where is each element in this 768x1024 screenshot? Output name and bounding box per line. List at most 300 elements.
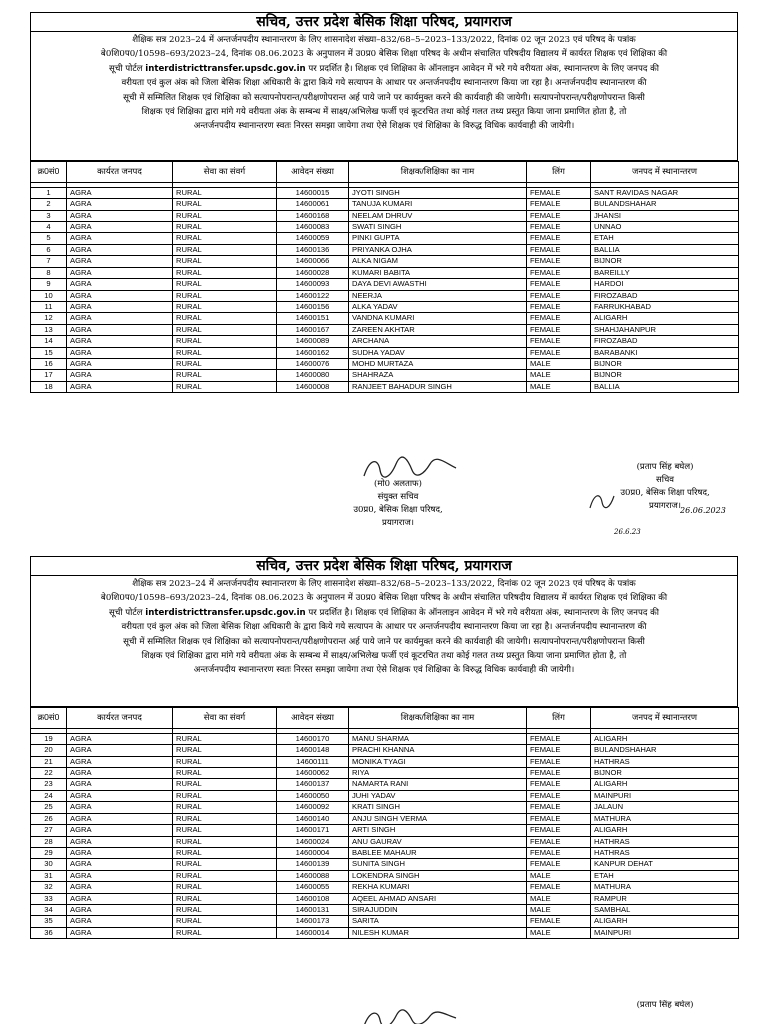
teacher-name-cell: PINKI GUPTA bbox=[349, 233, 527, 244]
serial-cell: 6 bbox=[31, 244, 67, 255]
working-district-cell: AGRA bbox=[67, 859, 173, 870]
gender-cell: MALE bbox=[527, 370, 591, 381]
serial-cell: 33 bbox=[31, 893, 67, 904]
application-no-cell: 14600162 bbox=[277, 347, 349, 358]
application-no-cell: 14600137 bbox=[277, 779, 349, 790]
serial-cell: 14 bbox=[31, 336, 67, 347]
service-cadre-cell: RURAL bbox=[173, 859, 277, 870]
application-no-cell: 14600050 bbox=[277, 790, 349, 801]
service-cadre-cell: RURAL bbox=[173, 358, 277, 369]
working-district-cell: AGRA bbox=[67, 256, 173, 267]
application-no-cell: 14600059 bbox=[277, 233, 349, 244]
table-row bbox=[31, 756, 739, 767]
working-district-cell: AGRA bbox=[67, 745, 173, 756]
application-no-cell: 14600170 bbox=[277, 733, 349, 744]
transfer-district-cell: FARRUKHABAD bbox=[591, 301, 739, 312]
notice-line-4: वरीयता एवं कुल अंक को जिला बेसिक शिक्षा अधिकारी के द्वारा किये गये सत्यापन के आधार पर अन्तर्जनपदीय स्थानान्तरण किया जा रहा है। अन्तर्जनपदीय स्थानान्तरण की bbox=[121, 622, 647, 633]
working-district-cell: AGRA bbox=[67, 813, 173, 824]
table-row bbox=[31, 313, 739, 324]
table-row bbox=[31, 370, 739, 381]
serial-cell: 8 bbox=[31, 267, 67, 278]
portal-link: interdistricttransfer.upsdc.gov.in bbox=[145, 63, 306, 74]
service-cadre-cell: RURAL bbox=[173, 199, 277, 210]
gender-cell: FEMALE bbox=[527, 836, 591, 847]
table-row bbox=[31, 836, 739, 847]
application-no-cell: 14600008 bbox=[277, 381, 349, 392]
working-district-cell: AGRA bbox=[67, 244, 173, 255]
table-row bbox=[31, 256, 739, 267]
service-cadre-cell: RURAL bbox=[173, 893, 277, 904]
transfer-table-1 bbox=[30, 161, 739, 393]
service-cadre-cell: RURAL bbox=[173, 210, 277, 221]
table-row bbox=[31, 324, 739, 335]
transfer-district-cell: BULANDSHAHAR bbox=[591, 745, 739, 756]
gender-cell: FEMALE bbox=[527, 813, 591, 824]
working-district-cell: AGRA bbox=[67, 870, 173, 881]
transfer-district-cell: BARABANKI bbox=[591, 347, 739, 358]
signature-block-1 bbox=[30, 452, 738, 552]
service-cadre-cell: RURAL bbox=[173, 802, 277, 813]
teacher-name-cell: KUMARI BABITA bbox=[349, 267, 527, 278]
transfer-table-2 bbox=[30, 707, 739, 939]
transfer-district-cell: HATHRAS bbox=[591, 836, 739, 847]
table-row bbox=[31, 916, 739, 927]
service-cadre-cell: RURAL bbox=[173, 825, 277, 836]
transfer-district-cell: MATHURA bbox=[591, 813, 739, 824]
teacher-name-cell: DAYA DEVI AWASTHI bbox=[349, 279, 527, 290]
notice-line-3: सूची पोर्टल interdistricttransfer.upsdc.gov.in पर प्रदर्शित है। शिक्षक एवं शिक्षिका के ऑनलाइन आवेदन में भरे गये वरीयता अंक, स्थानान्तरण के लिए जनपद की bbox=[109, 607, 659, 618]
working-district-cell: AGRA bbox=[67, 882, 173, 893]
notice-line-4: वरीयता एवं कुल अंक को जिला बेसिक शिक्षा अधिकारी के द्वारा किये गये सत्यापन के आधार पर अन्तर्जनपदीय स्थानान्तरण किया जा रहा है। अन्तर्जनपदीय स्थानान्तरण की bbox=[121, 78, 647, 89]
handwritten-date-1: 26.6.23 bbox=[614, 528, 641, 536]
application-no-cell: 14600080 bbox=[277, 370, 349, 381]
table-row bbox=[31, 233, 739, 244]
col-working-district: कार्यरत जनपद bbox=[67, 707, 173, 728]
transfer-list-section-2 bbox=[30, 556, 738, 939]
col-serial: क्र0सं0 bbox=[31, 161, 67, 182]
gender-cell: FEMALE bbox=[527, 756, 591, 767]
gender-cell: FEMALE bbox=[527, 336, 591, 347]
service-cadre-cell: RURAL bbox=[173, 733, 277, 744]
table-row bbox=[31, 768, 739, 779]
transfer-district-cell: HARDOI bbox=[591, 279, 739, 290]
working-district-cell: AGRA bbox=[67, 825, 173, 836]
serial-cell: 26 bbox=[31, 813, 67, 824]
working-district-cell: AGRA bbox=[67, 847, 173, 858]
teacher-name-cell: MANU SHARMA bbox=[349, 733, 527, 744]
application-no-cell: 14600173 bbox=[277, 916, 349, 927]
teacher-name-cell: SIRAJUDDIN bbox=[349, 904, 527, 915]
teacher-name-cell: BABLEE MAHAUR bbox=[349, 847, 527, 858]
table-row bbox=[31, 381, 739, 392]
teacher-name-cell: SUNITA SINGH bbox=[349, 859, 527, 870]
gender-cell: FEMALE bbox=[527, 256, 591, 267]
service-cadre-cell: RURAL bbox=[173, 870, 277, 881]
gender-cell: MALE bbox=[527, 927, 591, 938]
serial-cell: 4 bbox=[31, 222, 67, 233]
service-cadre-cell: RURAL bbox=[173, 187, 277, 198]
transfer-district-cell: BIJNOR bbox=[591, 768, 739, 779]
gender-cell: FEMALE bbox=[527, 324, 591, 335]
serial-cell: 19 bbox=[31, 733, 67, 744]
gender-cell: FEMALE bbox=[527, 825, 591, 836]
serial-cell: 10 bbox=[31, 290, 67, 301]
transfer-district-cell: ALIGARH bbox=[591, 825, 739, 836]
gender-cell: FEMALE bbox=[527, 790, 591, 801]
teacher-name-cell: REKHA KUMARI bbox=[349, 882, 527, 893]
transfer-district-cell: ALIGARH bbox=[591, 779, 739, 790]
application-no-cell: 14600140 bbox=[277, 813, 349, 824]
col-gender: लिंग bbox=[527, 161, 591, 182]
signatory-joint-secretary bbox=[338, 478, 458, 530]
gender-cell: FEMALE bbox=[527, 859, 591, 870]
transfer-district-cell: ETAH bbox=[591, 870, 739, 881]
serial-cell: 1 bbox=[31, 187, 67, 198]
teacher-name-cell: TANUJA KUMARI bbox=[349, 199, 527, 210]
service-cadre-cell: RURAL bbox=[173, 882, 277, 893]
serial-cell: 32 bbox=[31, 882, 67, 893]
serial-cell: 18 bbox=[31, 381, 67, 392]
gender-cell: FEMALE bbox=[527, 199, 591, 210]
application-no-cell: 14600151 bbox=[277, 313, 349, 324]
table-row bbox=[31, 825, 739, 836]
table-row bbox=[31, 279, 739, 290]
teacher-name-cell: ANJU SINGH VERMA bbox=[349, 813, 527, 824]
service-cadre-cell: RURAL bbox=[173, 301, 277, 312]
table-row bbox=[31, 210, 739, 221]
gender-cell: FEMALE bbox=[527, 347, 591, 358]
gender-cell: FEMALE bbox=[527, 222, 591, 233]
service-cadre-cell: RURAL bbox=[173, 279, 277, 290]
teacher-name-cell: NEELAM DHRUV bbox=[349, 210, 527, 221]
working-district-cell: AGRA bbox=[67, 210, 173, 221]
teacher-name-cell: SHAHRAZA bbox=[349, 370, 527, 381]
table-row bbox=[31, 847, 739, 858]
working-district-cell: AGRA bbox=[67, 916, 173, 927]
service-cadre-cell: RURAL bbox=[173, 324, 277, 335]
gender-cell: FEMALE bbox=[527, 279, 591, 290]
application-no-cell: 14600168 bbox=[277, 210, 349, 221]
gender-cell: MALE bbox=[527, 870, 591, 881]
service-cadre-cell: RURAL bbox=[173, 813, 277, 824]
table-row bbox=[31, 222, 739, 233]
teacher-name-cell: ARCHANA bbox=[349, 336, 527, 347]
application-no-cell: 14600024 bbox=[277, 836, 349, 847]
gender-cell: FEMALE bbox=[527, 733, 591, 744]
transfer-district-cell: BIJNOR bbox=[591, 256, 739, 267]
teacher-name-cell: MOHD MURTAZA bbox=[349, 358, 527, 369]
serial-cell: 3 bbox=[31, 210, 67, 221]
teacher-name-cell: NILESH KUMAR bbox=[349, 927, 527, 938]
working-district-cell: AGRA bbox=[67, 222, 173, 233]
gender-cell: FEMALE bbox=[527, 802, 591, 813]
working-district-cell: AGRA bbox=[67, 279, 173, 290]
serial-cell: 36 bbox=[31, 927, 67, 938]
working-district-cell: AGRA bbox=[67, 324, 173, 335]
signature-scrawl-left bbox=[360, 456, 460, 480]
serial-cell: 15 bbox=[31, 347, 67, 358]
service-cadre-cell: RURAL bbox=[173, 290, 277, 301]
service-cadre-cell: RURAL bbox=[173, 768, 277, 779]
working-district-cell: AGRA bbox=[67, 893, 173, 904]
signature-block-2 bbox=[30, 1000, 738, 1024]
serial-cell: 20 bbox=[31, 745, 67, 756]
table-row bbox=[31, 790, 739, 801]
table-row bbox=[31, 893, 739, 904]
application-no-cell: 14600076 bbox=[277, 358, 349, 369]
service-cadre-cell: RURAL bbox=[173, 256, 277, 267]
application-no-cell: 14600171 bbox=[277, 825, 349, 836]
application-no-cell: 14600122 bbox=[277, 290, 349, 301]
table-row bbox=[31, 267, 739, 278]
table-row bbox=[31, 859, 739, 870]
transfer-district-cell: ETAH bbox=[591, 233, 739, 244]
transfer-district-cell: SANT RAVIDAS NAGAR bbox=[591, 187, 739, 198]
notice-header-2 bbox=[30, 556, 738, 707]
transfer-district-cell: SHAHJAHANPUR bbox=[591, 324, 739, 335]
transfer-district-cell: BALLIA bbox=[591, 244, 739, 255]
teacher-name-cell: ZAREEN AKHTAR bbox=[349, 324, 527, 335]
teacher-name-cell: PRIYANKA OJHA bbox=[349, 244, 527, 255]
gender-cell: FEMALE bbox=[527, 882, 591, 893]
service-cadre-cell: RURAL bbox=[173, 244, 277, 255]
notice-line-3: सूची पोर्टल interdistricttransfer.upsdc.gov.in पर प्रदर्शित है। शिक्षक एवं शिक्षिका के ऑनलाइन आवेदन में भरे गये वरीयता अंक, स्थानान्तरण के लिए जनपद की bbox=[109, 63, 659, 74]
application-no-cell: 14600136 bbox=[277, 244, 349, 255]
gender-cell: FEMALE bbox=[527, 768, 591, 779]
notice-line-7: अन्तर्जनपदीय स्थानान्तरण स्वतः निरस्त समझा जायेगा तथा ऐसे शिक्षक एवं शिक्षिका के विरुद्ध विधिक कार्यवाही की जायेगी। bbox=[193, 121, 575, 132]
col-service-cadre: सेवा का संवर्ग bbox=[173, 161, 277, 182]
working-district-cell: AGRA bbox=[67, 768, 173, 779]
application-no-cell: 14600055 bbox=[277, 882, 349, 893]
service-cadre-cell: RURAL bbox=[173, 836, 277, 847]
signatory-place: प्रयागराज। bbox=[382, 518, 414, 528]
serial-cell: 17 bbox=[31, 370, 67, 381]
gender-cell: FEMALE bbox=[527, 267, 591, 278]
serial-cell: 7 bbox=[31, 256, 67, 267]
serial-cell: 28 bbox=[31, 836, 67, 847]
transfer-district-cell: JHANSI bbox=[591, 210, 739, 221]
table-row bbox=[31, 301, 739, 312]
table-row bbox=[31, 802, 739, 813]
teacher-name-cell: VANDNA KUMARI bbox=[349, 313, 527, 324]
table-row bbox=[31, 187, 739, 198]
serial-cell: 27 bbox=[31, 825, 67, 836]
table-row bbox=[31, 347, 739, 358]
notice-line-7: अन्तर्जनपदीय स्थानान्तरण स्वतः निरस्त समझा जायेगा तथा ऐसे शिक्षक एवं शिक्षिका के विरुद्ध विधिक कार्यवाही की जायेगी। bbox=[193, 665, 575, 676]
notice-text bbox=[31, 32, 737, 134]
serial-cell: 9 bbox=[31, 279, 67, 290]
table-row bbox=[31, 882, 739, 893]
table-row bbox=[31, 358, 739, 369]
table-row bbox=[31, 244, 739, 255]
application-no-cell: 14600167 bbox=[277, 324, 349, 335]
service-cadre-cell: RURAL bbox=[173, 336, 277, 347]
teacher-name-cell: NEERJA bbox=[349, 290, 527, 301]
office-title: सचिव, उत्तर प्रदेश बेसिक शिक्षा परिषद, प्रयागराज bbox=[31, 557, 737, 576]
transfer-district-cell: JALAUN bbox=[591, 802, 739, 813]
table-row bbox=[31, 733, 739, 744]
signatory-office: उ0प्र0, बेसिक शिक्षा परिषद, bbox=[620, 488, 710, 498]
transfer-district-cell: BAREILLY bbox=[591, 267, 739, 278]
serial-cell: 21 bbox=[31, 756, 67, 767]
transfer-district-cell: UNNAO bbox=[591, 222, 739, 233]
gender-cell: FEMALE bbox=[527, 779, 591, 790]
teacher-name-cell: SARITA bbox=[349, 916, 527, 927]
working-district-cell: AGRA bbox=[67, 836, 173, 847]
working-district-cell: AGRA bbox=[67, 233, 173, 244]
service-cadre-cell: RURAL bbox=[173, 904, 277, 915]
working-district-cell: AGRA bbox=[67, 370, 173, 381]
service-cadre-cell: RURAL bbox=[173, 370, 277, 381]
working-district-cell: AGRA bbox=[67, 267, 173, 278]
working-district-cell: AGRA bbox=[67, 904, 173, 915]
service-cadre-cell: RURAL bbox=[173, 381, 277, 392]
table-header-row bbox=[31, 707, 739, 728]
transfer-district-cell: ALIGARH bbox=[591, 916, 739, 927]
working-district-cell: AGRA bbox=[67, 347, 173, 358]
serial-cell: 35 bbox=[31, 916, 67, 927]
portal-link: interdistricttransfer.upsdc.gov.in bbox=[145, 607, 306, 618]
service-cadre-cell: RURAL bbox=[173, 347, 277, 358]
working-district-cell: AGRA bbox=[67, 290, 173, 301]
service-cadre-cell: RURAL bbox=[173, 745, 277, 756]
teacher-name-cell: ARTI SINGH bbox=[349, 825, 527, 836]
service-cadre-cell: RURAL bbox=[173, 779, 277, 790]
table-row bbox=[31, 870, 739, 881]
gender-cell: FEMALE bbox=[527, 244, 591, 255]
signature-scrawl-left bbox=[360, 1008, 460, 1024]
teacher-name-cell: PRACHI KHANNA bbox=[349, 745, 527, 756]
serial-cell: 22 bbox=[31, 768, 67, 779]
transfer-district-cell: MATHURA bbox=[591, 882, 739, 893]
serial-cell: 34 bbox=[31, 904, 67, 915]
serial-cell: 5 bbox=[31, 233, 67, 244]
transfer-district-cell: SAMBHAL bbox=[591, 904, 739, 915]
transfer-district-cell: ALIGARH bbox=[591, 313, 739, 324]
notice-line-2: बे0शि0प0/10598–693/2023–24, दिनांक 08.06.2023 के अनुपालन में उ0प्र0 बेसिक शिक्षा परिषद के अधीन संचालित परिषदीय विद्यालय में कार्यरत शिक्षक एवं शिक्षिका की bbox=[100, 593, 668, 604]
notice-header-1 bbox=[30, 12, 738, 161]
serial-cell: 31 bbox=[31, 870, 67, 881]
col-transfer-district: जनपद में स्थानान्तरण bbox=[591, 707, 739, 728]
notice-line-2: बे0शि0प0/10598–693/2023–24, दिनांक 08.06.2023 के अनुपालन में उ0प्र0 बेसिक शिक्षा परिषद के अधीन संचालित परिषदीय विद्यालय में कार्यरत शिक्षक एवं शिक्षिका की bbox=[100, 49, 668, 60]
service-cadre-cell: RURAL bbox=[173, 927, 277, 938]
working-district-cell: AGRA bbox=[67, 199, 173, 210]
teacher-name-cell: KRATI SINGH bbox=[349, 802, 527, 813]
gender-cell: FEMALE bbox=[527, 745, 591, 756]
transfer-district-cell: RAMPUR bbox=[591, 893, 739, 904]
working-district-cell: AGRA bbox=[67, 733, 173, 744]
gender-cell: FEMALE bbox=[527, 847, 591, 858]
notice-line-1: शैक्षिक सत्र 2023–24 में अन्तर्जनपदीय स्थानान्तरण के लिए शासनादेश संख्या–832/68–5–2023–133/2022, दिनांक 02 जून 2023 एवं परिषद के पत्रांक bbox=[132, 579, 636, 589]
col-working-district: कार्यरत जनपद bbox=[67, 161, 173, 182]
handwritten-date-2: 26.06.2023 bbox=[680, 506, 726, 515]
signatory-name: (प्रताप सिंह बघेल) bbox=[636, 462, 694, 472]
application-no-cell: 14600004 bbox=[277, 847, 349, 858]
serial-cell: 11 bbox=[31, 301, 67, 312]
teacher-name-cell: RIYA bbox=[349, 768, 527, 779]
signatory-place: प्रयागराज। bbox=[649, 501, 681, 511]
teacher-name-cell: AQEEL AHMAD ANSARI bbox=[349, 893, 527, 904]
transfer-district-cell: HATHRAS bbox=[591, 847, 739, 858]
notice-line-5: सूची में सम्मिलित शिक्षक एवं शिक्षिका को सत्यापनोपरान्त/परीक्षणोपरान्त अर्ह पाये जाने पर कार्यमुक्त करने की कार्यवाही की जायेगी। सत्यापनोपरान्त/परीक्षणोपरान्त किसी bbox=[123, 92, 645, 103]
transfer-district-cell: FIROZABAD bbox=[591, 290, 739, 301]
transfer-district-cell: MAINPURI bbox=[591, 927, 739, 938]
col-application-no: आवेदन संख्या bbox=[277, 161, 349, 182]
application-no-cell: 14600062 bbox=[277, 768, 349, 779]
signature-scrawl-right bbox=[586, 490, 616, 512]
signatory-designation: सचिव bbox=[655, 475, 675, 485]
application-no-cell: 14600131 bbox=[277, 904, 349, 915]
application-no-cell: 14600028 bbox=[277, 267, 349, 278]
gender-cell: FEMALE bbox=[527, 916, 591, 927]
working-district-cell: AGRA bbox=[67, 790, 173, 801]
table-row bbox=[31, 779, 739, 790]
serial-cell: 12 bbox=[31, 313, 67, 324]
working-district-cell: AGRA bbox=[67, 779, 173, 790]
gender-cell: FEMALE bbox=[527, 233, 591, 244]
application-no-cell: 14600015 bbox=[277, 187, 349, 198]
table-row bbox=[31, 904, 739, 915]
transfer-district-cell: BIJNOR bbox=[591, 358, 739, 369]
notice-line-6: शिक्षक एवं शिक्षिका द्वारा मांगे गये वरीयता अंक के सम्बन्ध में साक्ष्य/अभिलेख फर्जी एवं कूटरचित तथा कोई गलत तथ्य प्रस्तुत किया जाना प्रमाणित होता है, तो bbox=[141, 107, 627, 118]
application-no-cell: 14600089 bbox=[277, 336, 349, 347]
teacher-name-cell: JUHI YADAV bbox=[349, 790, 527, 801]
transfer-list-section-1 bbox=[30, 12, 738, 393]
notice-line-5: सूची में सम्मिलित शिक्षक एवं शिक्षिका को सत्यापनोपरान्त/परीक्षणोपरान्त अर्ह पाये जाने पर कार्यमुक्त करने की कार्यवाही की जायेगी। सत्यापनोपरान्त/परीक्षणोपरान्त किसी bbox=[123, 636, 645, 647]
working-district-cell: AGRA bbox=[67, 802, 173, 813]
teacher-name-cell: NAMARTA RANI bbox=[349, 779, 527, 790]
transfer-district-cell: KANPUR DEHAT bbox=[591, 859, 739, 870]
working-district-cell: AGRA bbox=[67, 358, 173, 369]
gender-cell: MALE bbox=[527, 904, 591, 915]
serial-cell: 16 bbox=[31, 358, 67, 369]
service-cadre-cell: RURAL bbox=[173, 222, 277, 233]
serial-cell: 2 bbox=[31, 199, 67, 210]
transfer-district-cell: BALLIA bbox=[591, 381, 739, 392]
signatory-name: (मो0 अलताफ) bbox=[374, 479, 422, 489]
table-row bbox=[31, 927, 739, 938]
teacher-name-cell: SUDHA YADAV bbox=[349, 347, 527, 358]
serial-cell: 13 bbox=[31, 324, 67, 335]
teacher-name-cell: ANU GAURAV bbox=[349, 836, 527, 847]
application-no-cell: 14600093 bbox=[277, 279, 349, 290]
service-cadre-cell: RURAL bbox=[173, 233, 277, 244]
signatory-secretary bbox=[590, 1000, 738, 1012]
gender-cell: FEMALE bbox=[527, 301, 591, 312]
signatory-name: (प्रताप सिंह बघेल) bbox=[636, 1000, 694, 1010]
application-no-cell: 14600108 bbox=[277, 893, 349, 904]
office-title: सचिव, उत्तर प्रदेश बेसिक शिक्षा परिषद, प्रयागराज bbox=[31, 13, 737, 32]
table-row bbox=[31, 199, 739, 210]
gender-cell: MALE bbox=[527, 893, 591, 904]
application-no-cell: 14600066 bbox=[277, 256, 349, 267]
serial-cell: 24 bbox=[31, 790, 67, 801]
table-row bbox=[31, 336, 739, 347]
col-gender: लिंग bbox=[527, 707, 591, 728]
teacher-name-cell: ALKA NIGAM bbox=[349, 256, 527, 267]
working-district-cell: AGRA bbox=[67, 927, 173, 938]
working-district-cell: AGRA bbox=[67, 756, 173, 767]
application-no-cell: 14600088 bbox=[277, 870, 349, 881]
transfer-district-cell: HATHRAS bbox=[591, 756, 739, 767]
application-no-cell: 14600061 bbox=[277, 199, 349, 210]
service-cadre-cell: RURAL bbox=[173, 267, 277, 278]
service-cadre-cell: RURAL bbox=[173, 756, 277, 767]
gender-cell: MALE bbox=[527, 358, 591, 369]
application-no-cell: 14600148 bbox=[277, 745, 349, 756]
teacher-name-cell: SWATI SINGH bbox=[349, 222, 527, 233]
teacher-name-cell: MONIKA TYAGI bbox=[349, 756, 527, 767]
